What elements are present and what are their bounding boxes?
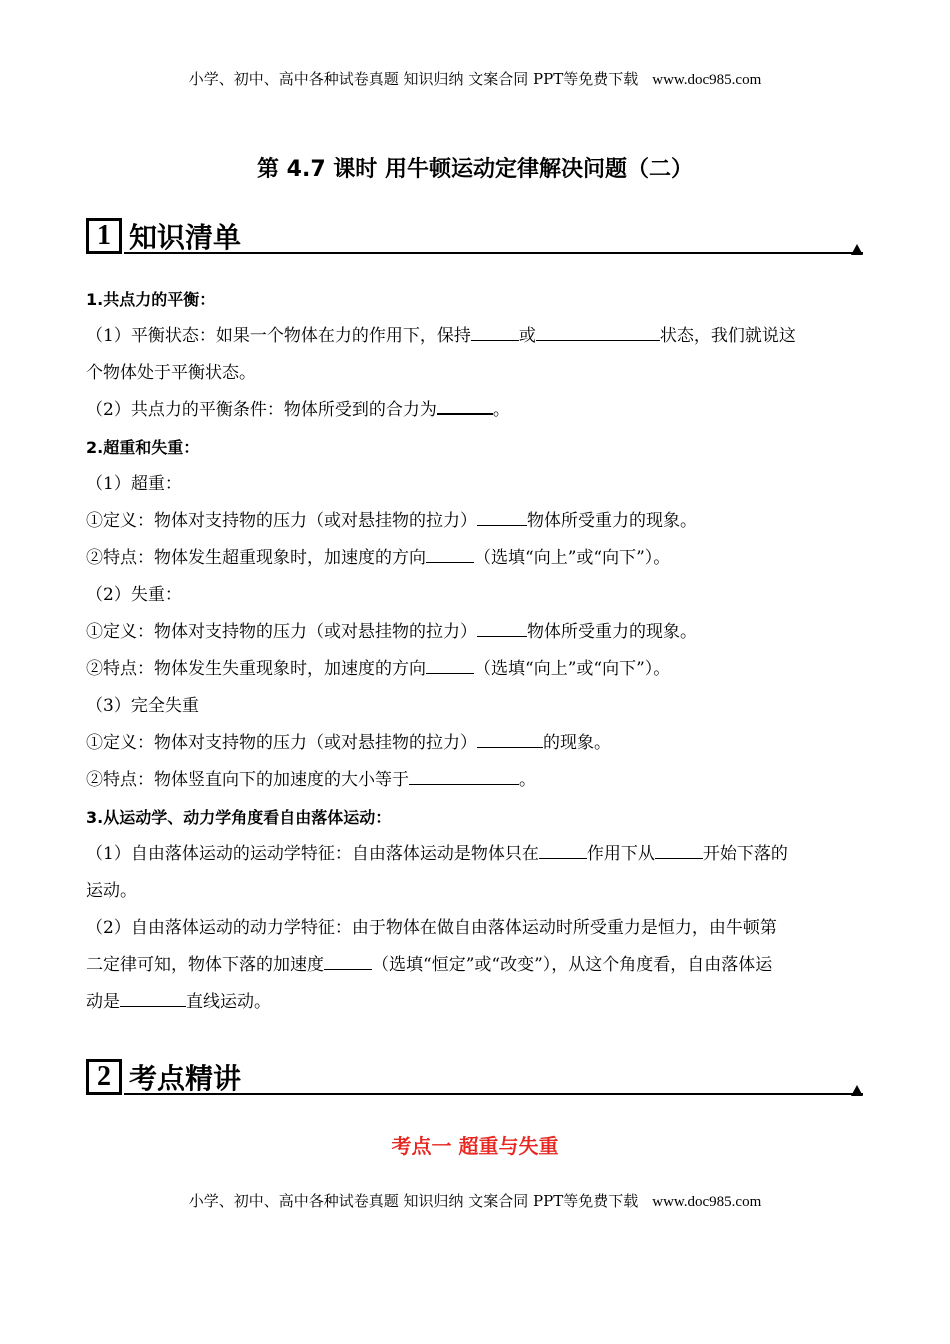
triangle-icon: [851, 1085, 863, 1096]
blank: [655, 841, 703, 859]
blank: [539, 841, 587, 859]
section-heading-1: [86, 214, 863, 258]
line: （1）平衡状态：如果一个物体在力的作用下，保持 或 状态，我们就说这: [86, 318, 866, 355]
blank: [426, 545, 474, 563]
triangle-icon: [851, 244, 863, 255]
blank: [324, 952, 372, 970]
line: （1）超重：: [86, 474, 182, 494]
header-text: 小学、初中、高中各种试卷真题 知识归纳 文案合同 PPT等免费下载: [188, 70, 639, 88]
header-url[interactable]: www.doc985.com: [652, 72, 762, 88]
heading-equilibrium: 1.共点力的平衡：: [86, 290, 216, 309]
line: （2）失重：: [86, 585, 182, 605]
line: ②特点：物体发生失重现象时，加速度的方向 （选填“向上”或“向下”）。: [86, 651, 866, 688]
blank: [477, 730, 543, 748]
blank: [536, 323, 660, 341]
section-rule: [124, 252, 863, 254]
section-heading-2: [86, 1055, 863, 1099]
line: ②特点：物体发生超重现象时，加速度的方向 （选填“向上”或“向下”）。: [86, 540, 866, 577]
line: （2）自由落体运动的动力学特征：由于物体在做自由落体运动时所受重力是恒力，由牛顿第: [86, 918, 777, 938]
page-title: 第 4.7 课时 用牛顿运动定律解决问题（二）: [257, 157, 693, 182]
line: ①定义：物体对支持物的压力（或对悬挂物的拉力） 的现象。: [86, 725, 866, 762]
line: 动是 直线运动。: [86, 984, 866, 1021]
line: 个物体处于平衡状态。: [86, 363, 256, 383]
section-title: 考点精讲: [129, 1062, 242, 1095]
line: （3）完全失重: [86, 696, 199, 716]
kaodian-heading: 考点一 超重与失重: [391, 1134, 559, 1158]
footer-url[interactable]: www.doc985.com: [652, 1194, 762, 1210]
heading-overweight: 2.超重和失重：: [86, 438, 200, 457]
line: ①定义：物体对支持物的压力（或对悬挂物的拉力） 物体所受重力的现象。: [86, 614, 866, 651]
line: ②特点：物体竖直向下的加速度的大小等于 。: [86, 762, 866, 799]
blank: [477, 508, 527, 526]
section-title: 知识清单: [129, 221, 242, 254]
line: 二定律可知，物体下落的加速度 （选填“恒定”或“改变”），从这个角度看，自由落体运: [86, 947, 866, 984]
blank: [437, 396, 493, 415]
blank: [120, 989, 186, 1007]
heading-free-fall: 3.从运动学、动力学角度看自由落体运动：: [86, 808, 392, 827]
page-footer: [0, 1190, 950, 1211]
line: 运动。: [86, 881, 137, 901]
section-number-badge: 2: [86, 1059, 122, 1095]
footer-text: 小学、初中、高中各种试卷真题 知识归纳 文案合同 PPT等免费下载: [188, 1192, 639, 1210]
page-header: [0, 68, 950, 89]
section-number-badge: 1: [86, 218, 122, 254]
blank: [477, 619, 527, 637]
section-rule: [124, 1093, 863, 1095]
blank: [409, 767, 519, 785]
line: ①定义：物体对支持物的压力（或对悬挂物的拉力） 物体所受重力的现象。: [86, 503, 866, 540]
line: （1）自由落体运动的运动学特征：自由落体运动是物体只在 作用下从 开始下落的: [86, 836, 866, 873]
blank: [426, 656, 474, 674]
line: （2）共点力的平衡条件：物体所受到的合力为 。: [86, 392, 866, 429]
blank: [471, 323, 519, 341]
knowledge-list: [86, 281, 866, 1021]
